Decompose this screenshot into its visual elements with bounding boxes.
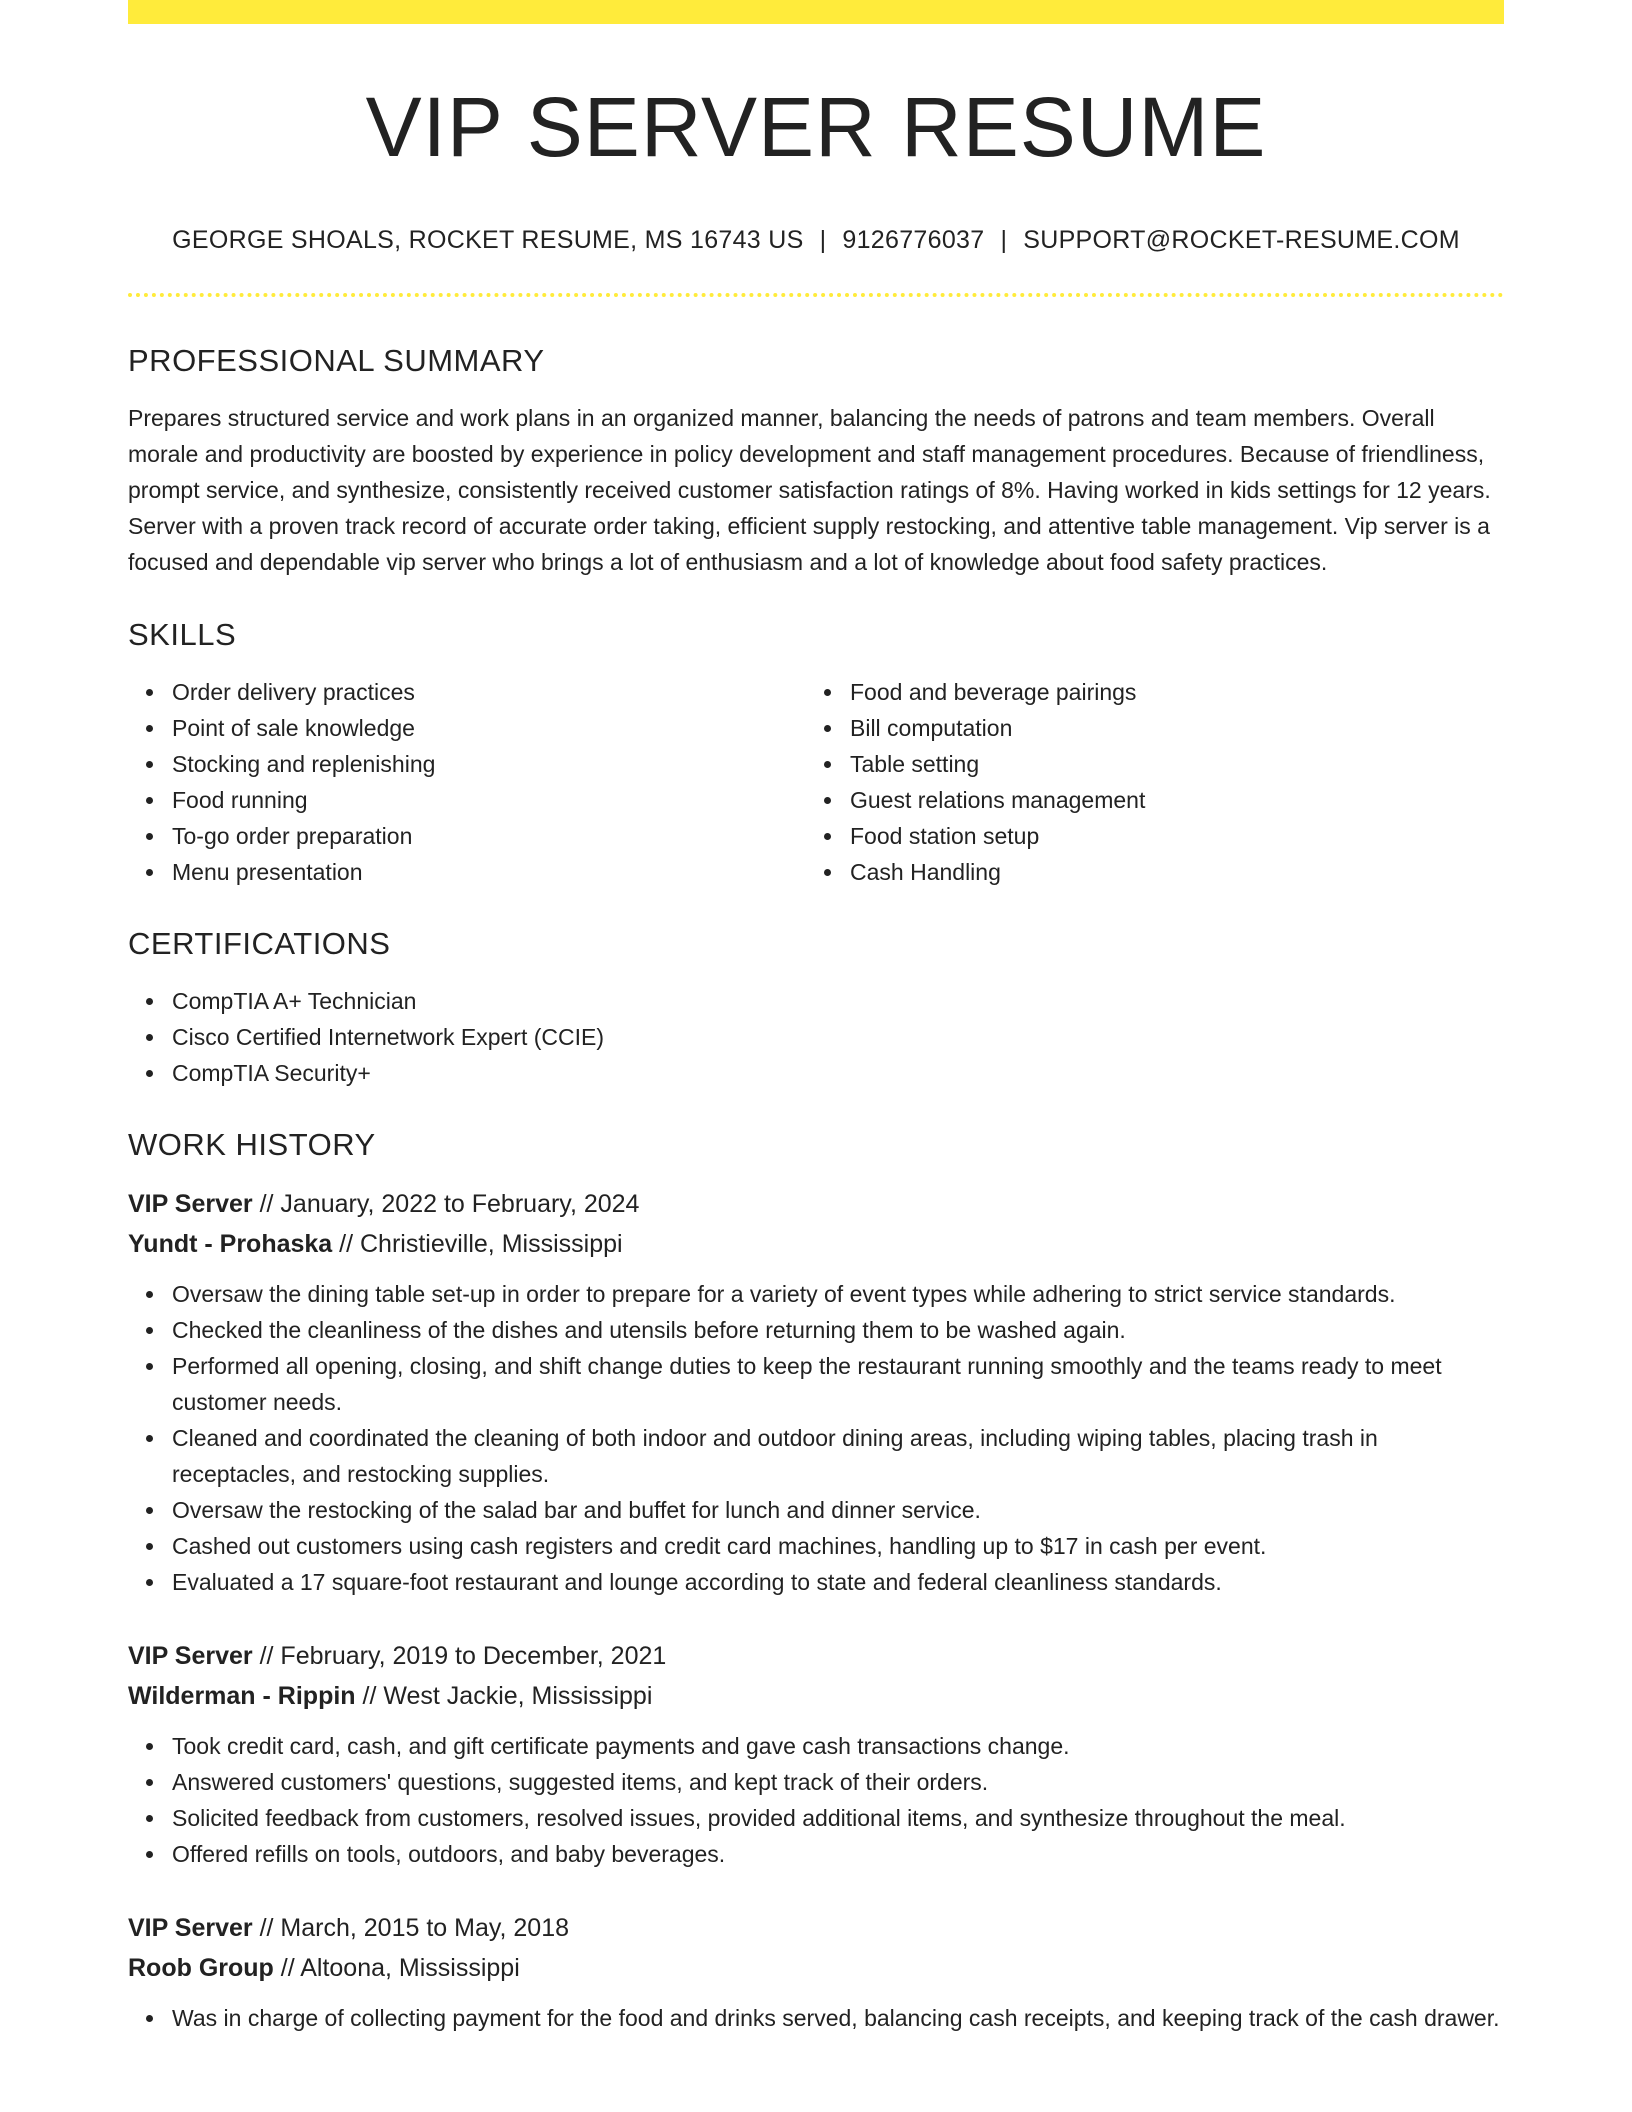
- resume-page: [128, 0, 1504, 2036]
- job-company: Yundt - Prohaska: [128, 1230, 333, 1258]
- contact-separator: |: [819, 226, 827, 254]
- job-title-line: [128, 1184, 1504, 1224]
- job-company-line: [128, 1948, 1504, 1988]
- job-duty-item: Offered refills on tools, outdoors, and baby beverages.: [172, 1836, 1504, 1872]
- job-duty-item: Answered customers' questions, suggested items, and kept track of their orders.: [172, 1764, 1504, 1800]
- skill-item: Table setting: [850, 746, 1484, 782]
- contact-line: [128, 226, 1504, 255]
- accent-bar: [128, 0, 1504, 24]
- job-duty-item: Evaluated a 17 square-foot restaurant and lounge according to state and federal cleanliness standards.: [172, 1564, 1504, 1600]
- job-duties-list: [128, 1728, 1504, 1872]
- resume-title: VIP SERVER RESUME: [365, 80, 1267, 174]
- job-duty-item: Oversaw the restocking of the salad bar and buffet for lunch and dinner service.: [172, 1492, 1504, 1528]
- skill-item: Food and beverage pairings: [850, 674, 1484, 710]
- skill-item: Cash Handling: [850, 854, 1484, 890]
- job-title-line: [128, 1636, 1504, 1676]
- skills-heading: SKILLS: [128, 617, 237, 652]
- skill-item: Menu presentation: [172, 854, 806, 890]
- skill-item: Bill computation: [850, 710, 1484, 746]
- skill-item: Stocking and replenishing: [172, 746, 806, 782]
- skills-list-left: [128, 674, 806, 890]
- job-title: VIP Server: [128, 1914, 253, 1942]
- skill-item: Guest relations management: [850, 782, 1484, 818]
- job-duties-list: [128, 1276, 1504, 1600]
- summary-heading: PROFESSIONAL SUMMARY: [128, 343, 545, 378]
- skills-grid: [128, 674, 1504, 890]
- skills-list-right: [806, 674, 1484, 890]
- skill-item: Food station setup: [850, 818, 1484, 854]
- contact-address: GEORGE SHOALS, ROCKET RESUME, MS 16743 US: [172, 226, 804, 254]
- job-duty-item: Cashed out customers using cash registers and credit card machines, handling up to $17 in cash per event.: [172, 1528, 1504, 1564]
- dotted-divider: [128, 293, 1504, 297]
- job-duty-item: Checked the cleanliness of the dishes and utensils before returning them to be washed again.: [172, 1312, 1504, 1348]
- job-duty-item: Took credit card, cash, and gift certificate payments and gave cash transactions change.: [172, 1728, 1504, 1764]
- certification-item: CompTIA A+ Technician: [172, 983, 1504, 1019]
- skills-section: [128, 619, 1504, 890]
- summary-text: Prepares structured service and work plans in an organized manner, balancing the needs of patrons and team members. Overall morale and productivity are boosted by experience in policy development and staff management procedures. Because of friendliness, prompt service, and synthesize, consistently received customer satisfaction ratings of 8%. Having worked in kids settings for 12 years. Server with a proven track record of accurate order taking, efficient supply restocking, and attentive table management. Vip server is a focused and dependable vip server who brings a lot of enthusiasm and a lot of knowledge about food safety practices.: [128, 405, 1491, 575]
- job-entry: [128, 1184, 1504, 1600]
- job-list: [128, 1184, 1504, 2036]
- skill-item: Food running: [172, 782, 806, 818]
- job-company-line: [128, 1676, 1504, 1716]
- job-location: // Christieville, Mississippi: [332, 1230, 623, 1258]
- contact-separator: |: [1000, 226, 1008, 254]
- job-duty-item: Was in charge of collecting payment for the food and drinks served, balancing cash receipts, and keeping track of the cash drawer.: [172, 2000, 1504, 2036]
- skills-column-left: [128, 674, 806, 890]
- contact-email: SUPPORT@ROCKET-RESUME.COM: [1023, 226, 1460, 254]
- job-duties-list: [128, 2000, 1504, 2036]
- job-duty-item: Solicited feedback from customers, resolved issues, provided additional items, and synthesize throughout the meal.: [172, 1800, 1504, 1836]
- job-location: // Altoona, Mississippi: [273, 1954, 520, 1982]
- job-dates: // February, 2019 to December, 2021: [252, 1642, 667, 1670]
- certification-item: CompTIA Security+: [172, 1055, 1504, 1091]
- skills-column-right: [806, 674, 1484, 890]
- job-duty-item: Oversaw the dining table set-up in order to prepare for a variety of event types while adhering to strict service standards.: [172, 1276, 1504, 1312]
- work-history-section: [128, 1129, 1504, 2036]
- skill-item: To-go order preparation: [172, 818, 806, 854]
- job-title: VIP Server: [128, 1642, 253, 1670]
- job-duty-item: Cleaned and coordinated the cleaning of both indoor and outdoor dining areas, including wiping tables, placing trash in receptacles, and restocking supplies.: [172, 1420, 1504, 1492]
- certifications-list: [128, 983, 1504, 1091]
- job-duty-item: Performed all opening, closing, and shift change duties to keep the restaurant running smoothly and the teams ready to meet customer needs.: [172, 1348, 1504, 1420]
- job-entry: [128, 1636, 1504, 1872]
- work-history-heading: WORK HISTORY: [128, 1127, 376, 1162]
- job-company-line: [128, 1224, 1504, 1264]
- certifications-heading: CERTIFICATIONS: [128, 926, 391, 961]
- job-title: VIP Server: [128, 1190, 253, 1218]
- summary-section: [128, 345, 1504, 580]
- job-company: Roob Group: [128, 1954, 274, 1982]
- contact-phone: 9126776037: [842, 226, 985, 254]
- job-entry: [128, 1908, 1504, 2036]
- job-title-line: [128, 1908, 1504, 1948]
- certifications-section: [128, 928, 1504, 1091]
- certification-item: Cisco Certified Internetwork Expert (CCIE): [172, 1019, 1504, 1055]
- skill-item: Point of sale knowledge: [172, 710, 806, 746]
- skill-item: Order delivery practices: [172, 674, 806, 710]
- job-dates: // January, 2022 to February, 2024: [252, 1190, 640, 1218]
- job-company: Wilderman - Rippin: [128, 1682, 356, 1710]
- job-location: // West Jackie, Mississippi: [355, 1682, 653, 1710]
- job-dates: // March, 2015 to May, 2018: [252, 1914, 570, 1942]
